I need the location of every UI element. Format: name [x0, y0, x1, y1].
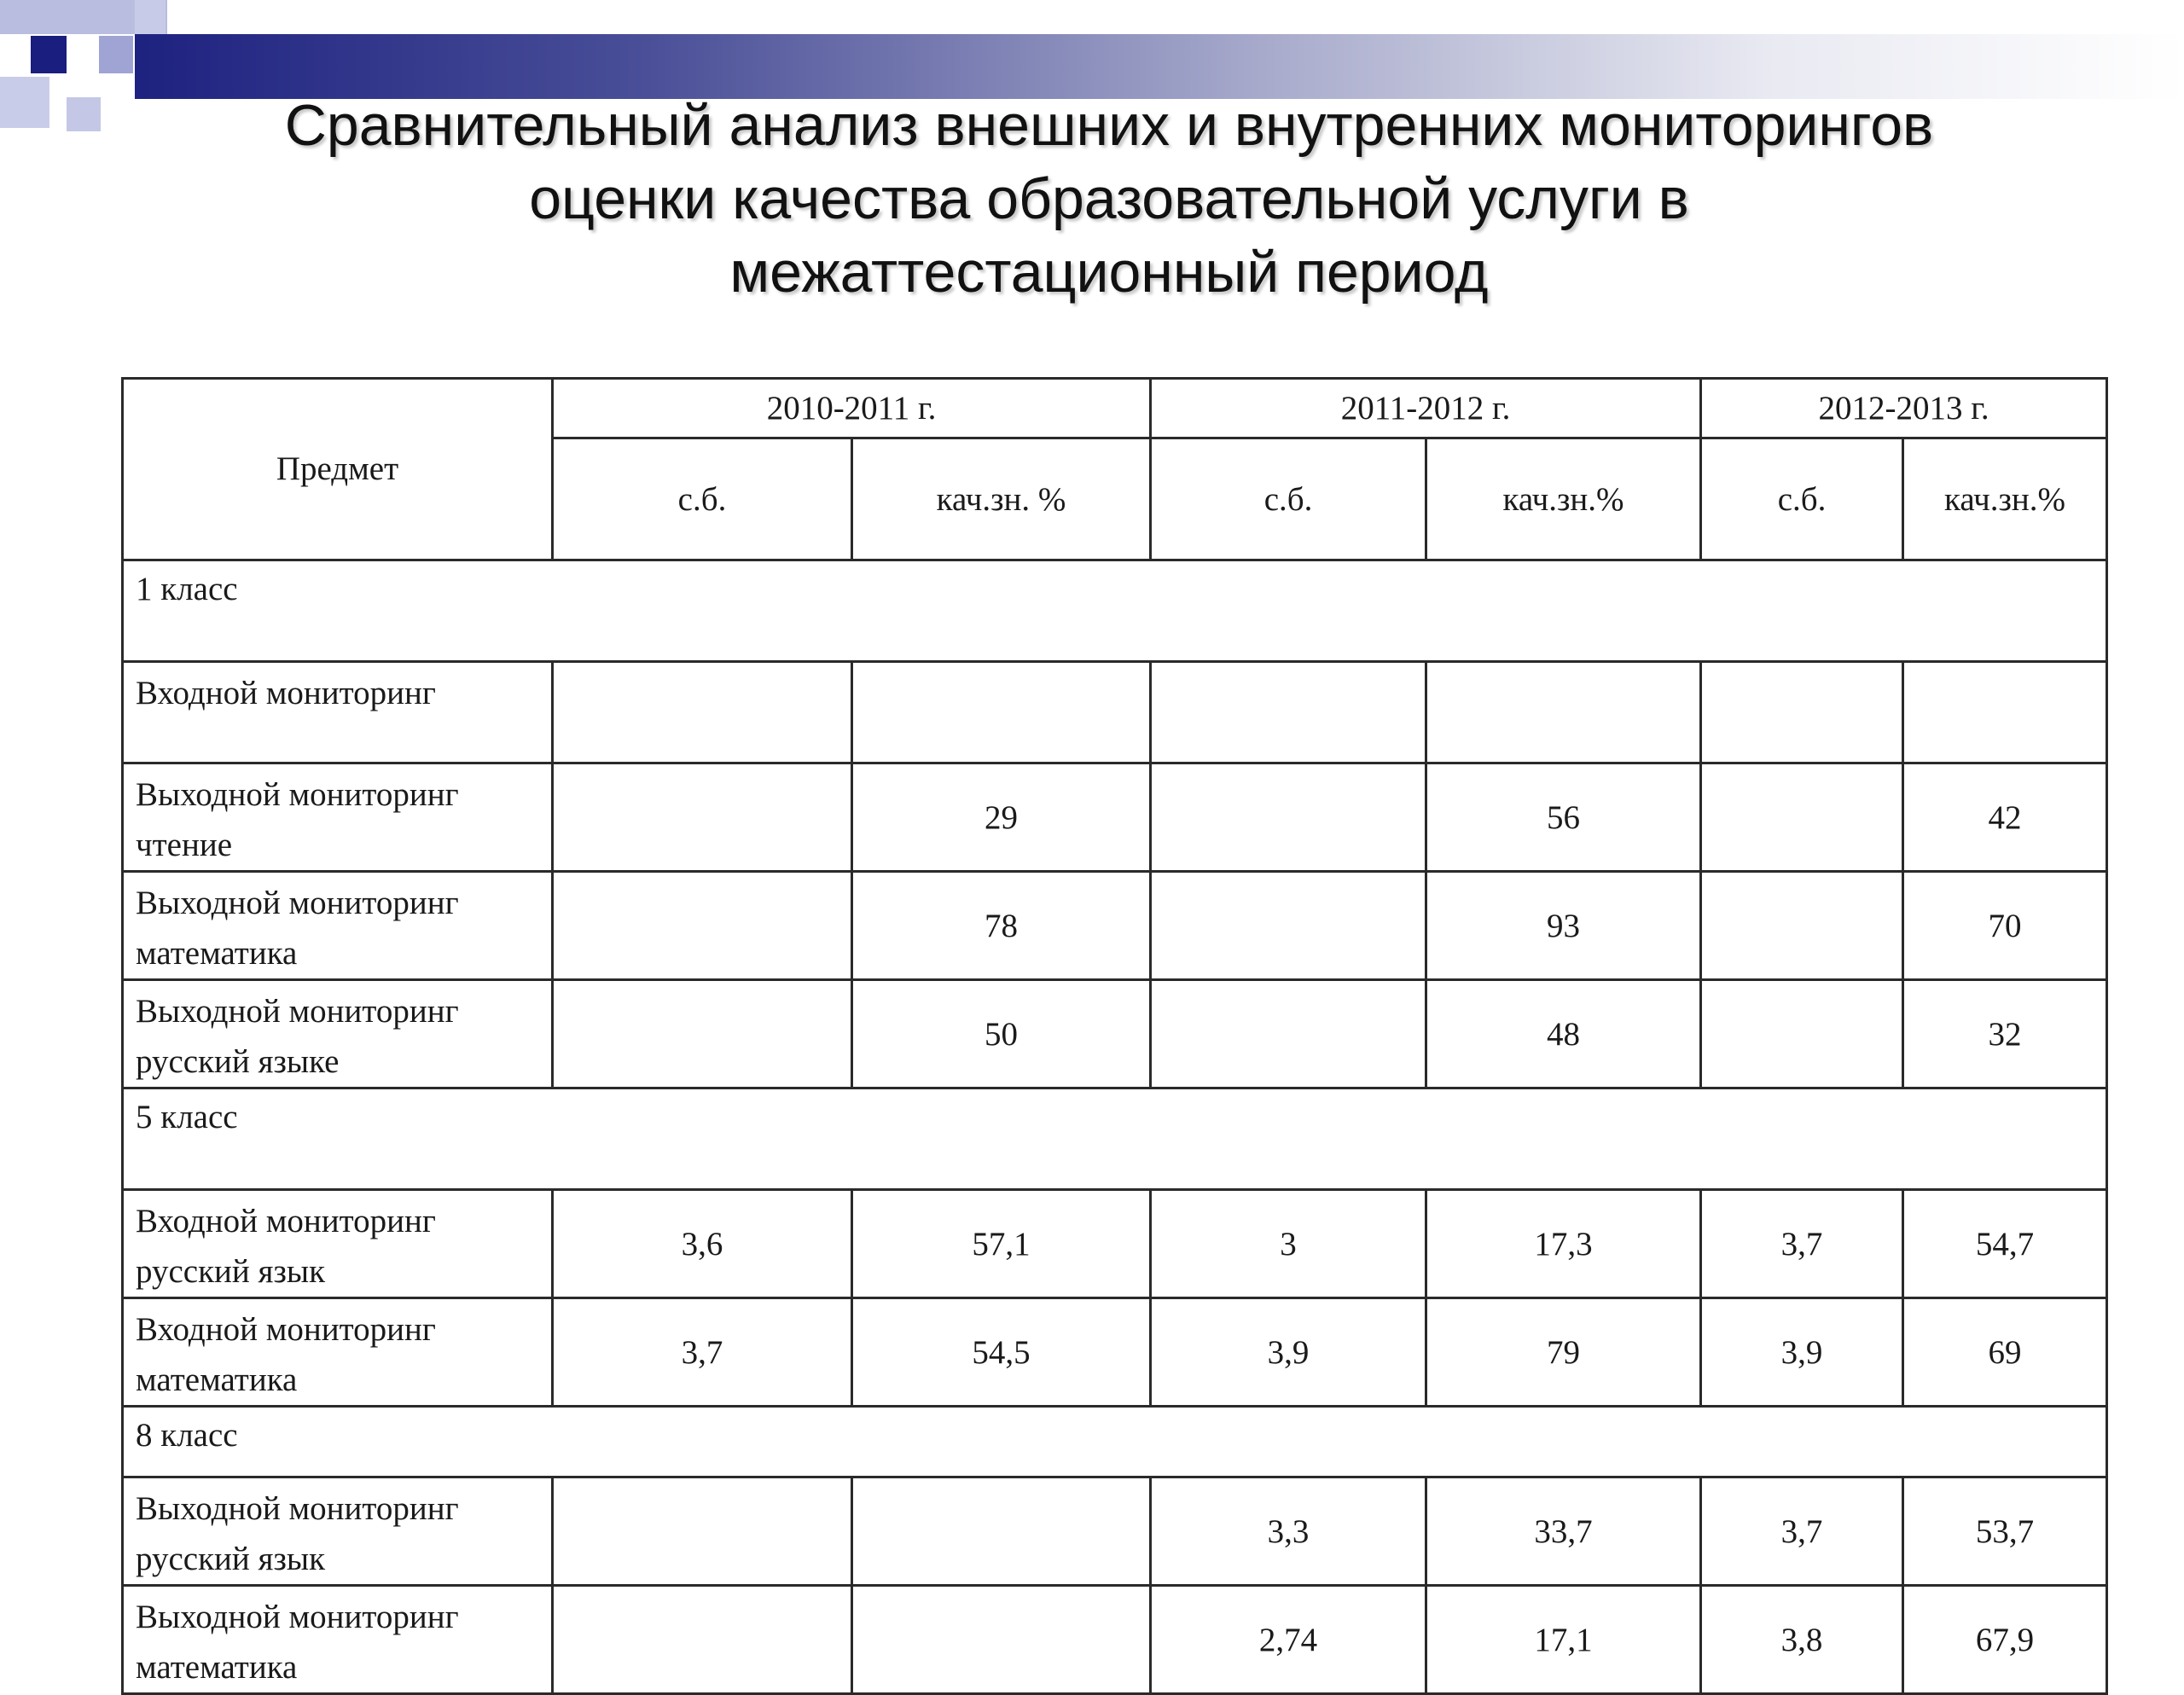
table-cell: 3,7 [1701, 1190, 1903, 1298]
table-cell: 2,74 [1151, 1586, 1426, 1694]
table-row [123, 980, 2107, 1088]
table-row [123, 1586, 2107, 1694]
table-cell: 54,7 [1903, 1190, 2107, 1298]
table-cell [553, 662, 852, 763]
table-cell [1701, 763, 1903, 872]
table-cell: 50 [852, 980, 1151, 1088]
table-cell: 79 [1426, 1298, 1701, 1407]
table-cell [852, 1586, 1151, 1694]
corner-decoration [0, 77, 49, 128]
metric-header: кач.зн.% [1426, 438, 1701, 560]
table-cell [553, 1477, 852, 1586]
header-row-years [123, 379, 2107, 438]
table-cell: 93 [1426, 872, 1701, 980]
table-cell: 42 [1903, 763, 2107, 872]
table-row [123, 1298, 2107, 1407]
slide-title [119, 89, 2099, 309]
table-row [123, 1477, 2107, 1586]
table-cell [1426, 662, 1701, 763]
monitoring-table [121, 377, 2108, 1695]
table-cell [1701, 980, 1903, 1088]
title-line: оценки качества образовательной услуги в [529, 166, 1689, 231]
metric-header: с.б. [553, 438, 852, 560]
metric-header: кач.зн.% [1903, 438, 2107, 560]
table-cell [1151, 980, 1426, 1088]
title-line: Сравнительный анализ внешних и внутренних мониторингов [284, 93, 1934, 158]
table-cell: 3,9 [1701, 1298, 1903, 1407]
table-cell [1701, 872, 1903, 980]
table-cell [553, 1586, 852, 1694]
section-row [123, 1088, 2107, 1190]
metric-header: с.б. [1701, 438, 1903, 560]
table-cell: 17,3 [1426, 1190, 1701, 1298]
table-cell [553, 980, 852, 1088]
table-row [123, 1190, 2107, 1298]
row-label: Входной мониторинг [123, 662, 553, 763]
row-label: Входной мониторинг математика [123, 1298, 553, 1407]
table-cell [1903, 662, 2107, 763]
title-line: межаттестационный период [729, 240, 1489, 305]
table-row [123, 763, 2107, 872]
section-title: 1 класс [123, 560, 2107, 662]
table-cell [553, 872, 852, 980]
table-cell: 3,8 [1701, 1586, 1903, 1694]
corner-decoration [67, 97, 101, 131]
table-cell [852, 662, 1151, 763]
section-row [123, 1407, 2107, 1477]
table-cell: 69 [1903, 1298, 2107, 1407]
row-label: Выходной мониторинг математика [123, 1586, 553, 1694]
table-cell [1701, 662, 1903, 763]
table-cell: 53,7 [1903, 1477, 2107, 1586]
table-cell [1151, 662, 1426, 763]
corner-decoration [31, 36, 67, 73]
table-cell: 29 [852, 763, 1151, 872]
table-cell: 3 [1151, 1190, 1426, 1298]
table-cell: 32 [1903, 980, 2107, 1088]
table-cell: 54,5 [852, 1298, 1151, 1407]
table-cell: 67,9 [1903, 1586, 2107, 1694]
year-header: 2010-2011 г. [553, 379, 1151, 438]
metric-header: кач.зн. % [852, 438, 1151, 560]
table-cell: 3,6 [553, 1190, 852, 1298]
section-title: 8 класс [123, 1407, 2107, 1477]
table-cell [1151, 763, 1426, 872]
table-row [123, 662, 2107, 763]
table-cell: 3,9 [1151, 1298, 1426, 1407]
metric-header: с.б. [1151, 438, 1426, 560]
corner-decoration [99, 36, 133, 73]
table-row [123, 872, 2107, 980]
row-label: Выходной мониторинг русский язык [123, 1477, 553, 1586]
row-label: Выходной мониторинг математика [123, 872, 553, 980]
corner-decoration [135, 0, 166, 34]
table-cell: 17,1 [1426, 1586, 1701, 1694]
table-cell: 56 [1426, 763, 1701, 872]
table-cell [852, 1477, 1151, 1586]
table-cell [553, 763, 852, 872]
table-cell: 70 [1903, 872, 2107, 980]
table-cell: 3,7 [553, 1298, 852, 1407]
table-cell: 57,1 [852, 1190, 1151, 1298]
table-cell: 48 [1426, 980, 1701, 1088]
row-label: Выходной мониторинг чтение [123, 763, 553, 872]
section-title: 5 класс [123, 1088, 2107, 1190]
subject-header: Предмет [123, 379, 553, 560]
table-cell: 3,3 [1151, 1477, 1426, 1586]
row-label: Входной мониторинг русский язык [123, 1190, 553, 1298]
table-cell [1151, 872, 1426, 980]
section-row [123, 560, 2107, 662]
table-cell: 33,7 [1426, 1477, 1701, 1586]
table-cell: 3,7 [1701, 1477, 1903, 1586]
year-header: 2011-2012 г. [1151, 379, 1701, 438]
year-header: 2012-2013 г. [1701, 379, 2107, 438]
table-cell: 78 [852, 872, 1151, 980]
row-label: Выходной мониторинг русский языке [123, 980, 553, 1088]
